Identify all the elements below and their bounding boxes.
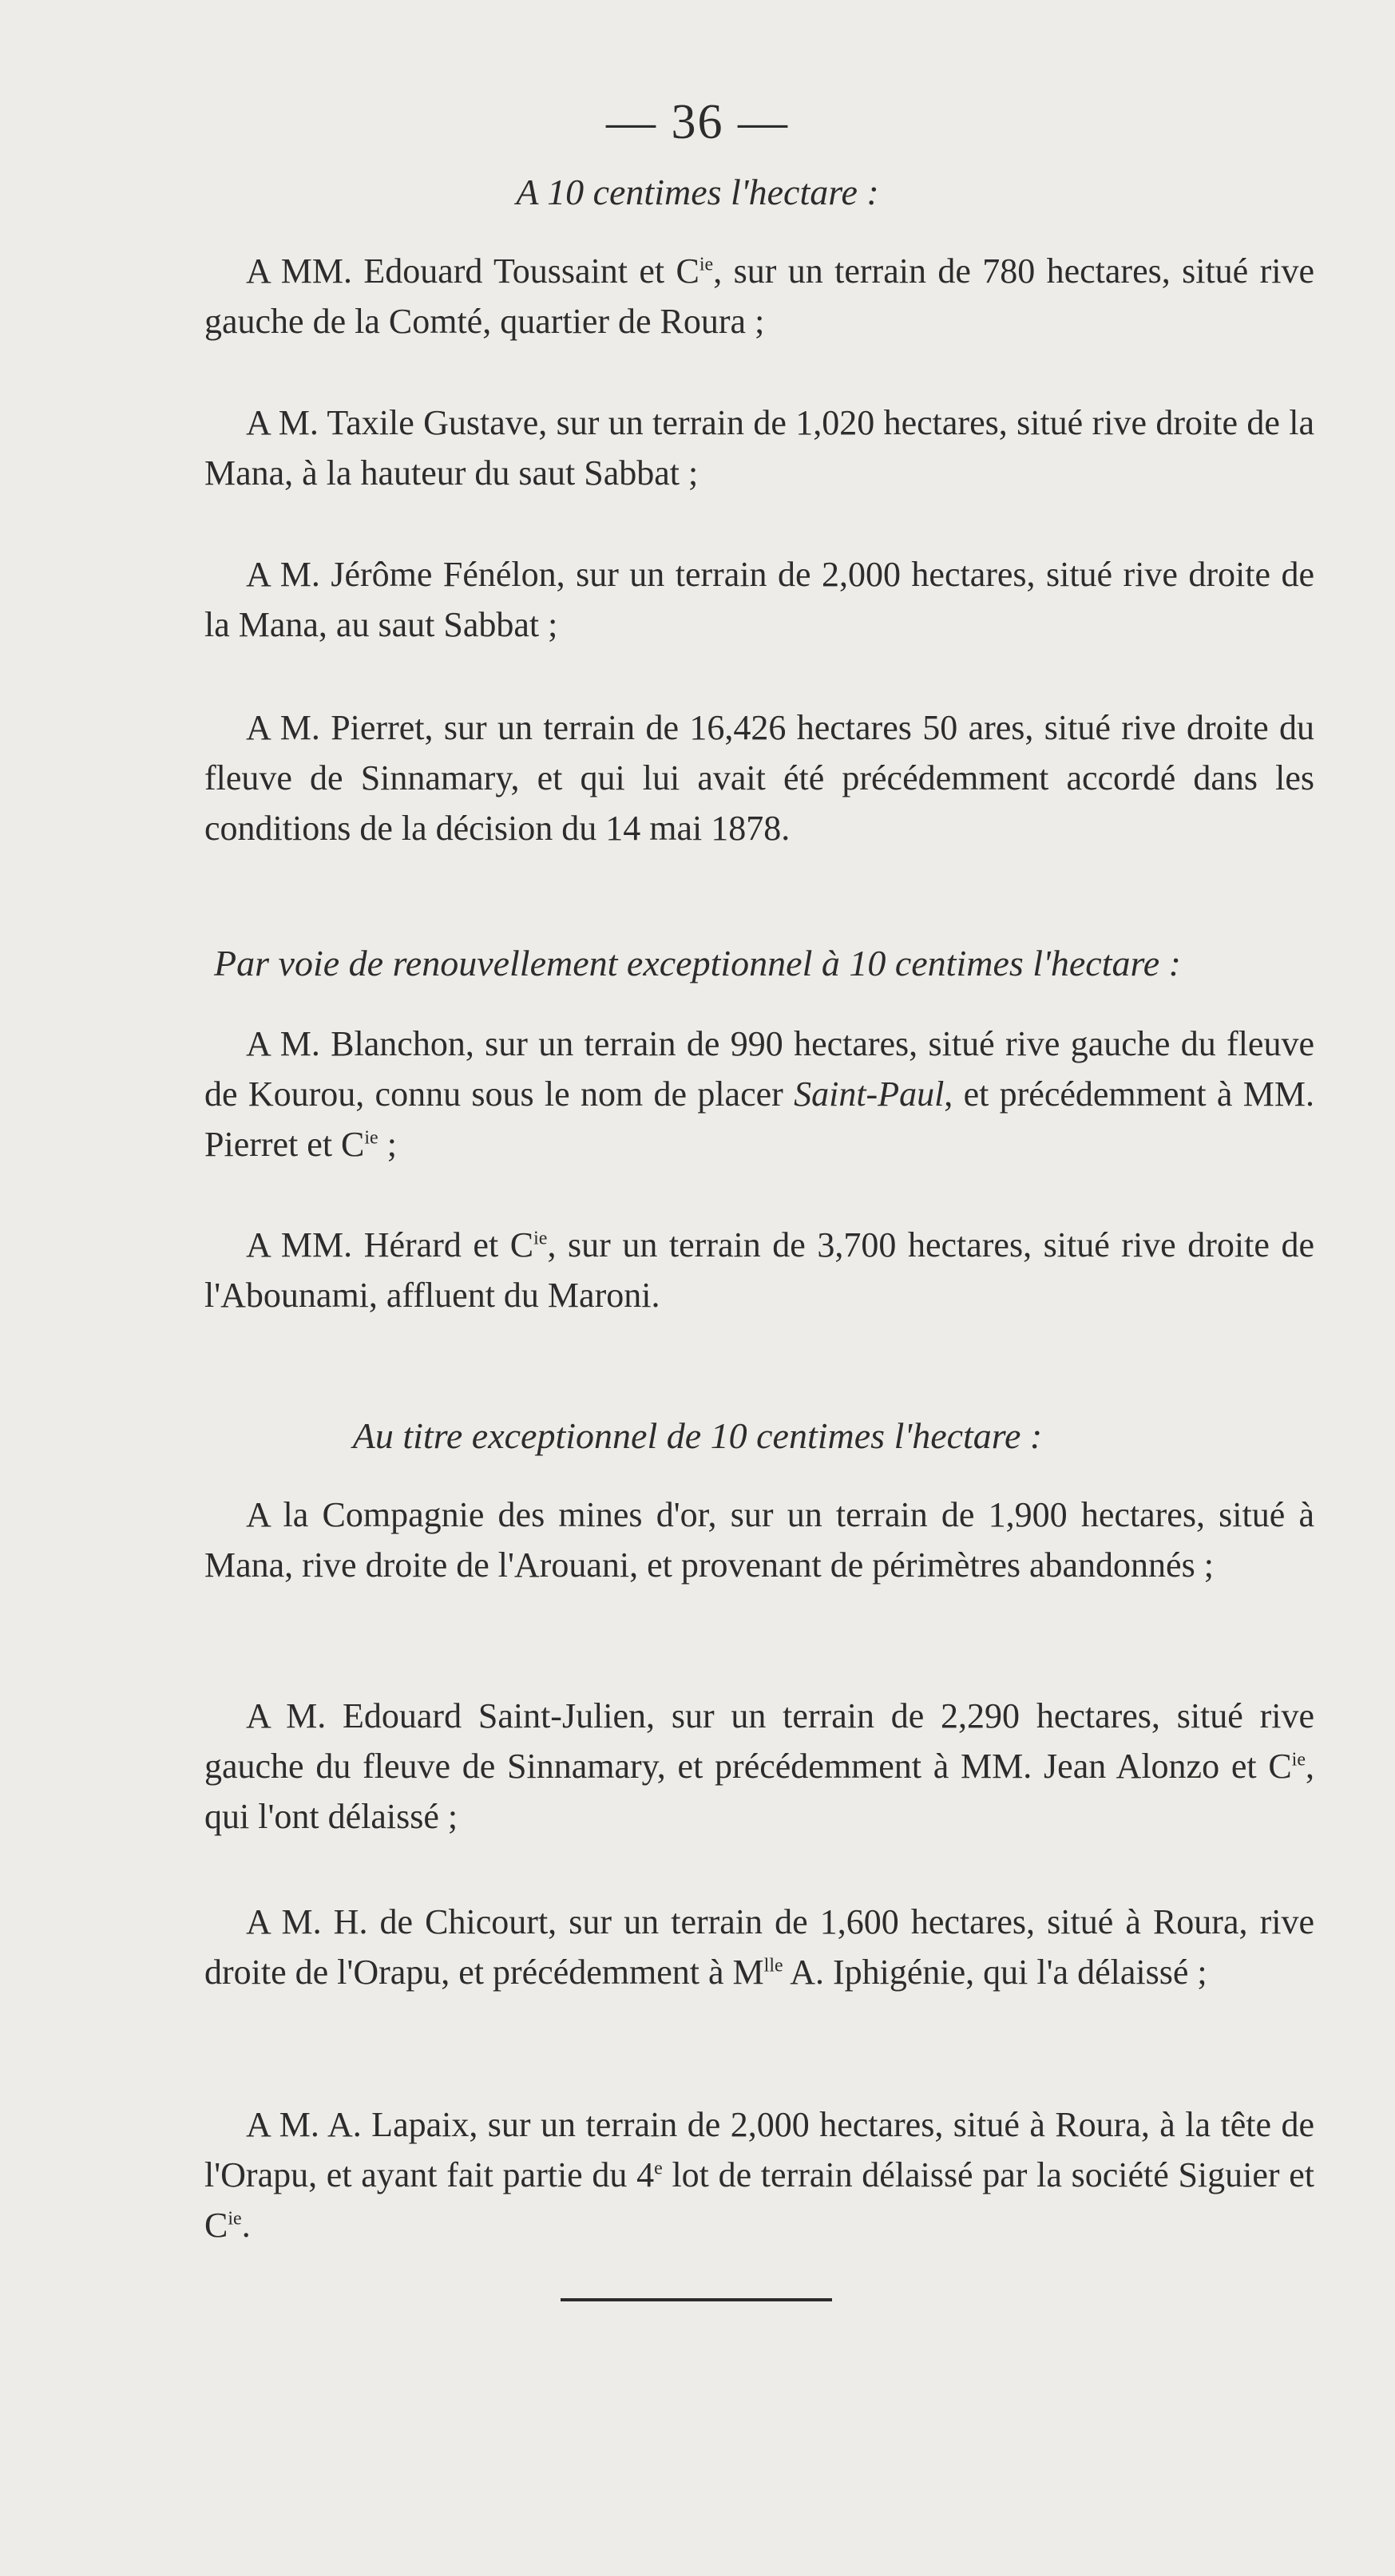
paragraph — [204, 398, 1314, 498]
paragraph — [204, 1490, 1314, 1590]
paragraph — [204, 702, 1314, 853]
text: . — [241, 2206, 251, 2245]
paragraph — [204, 1897, 1314, 1997]
text: A M. Jérôme Fénélon, sur un terrain de 2,000 hectares, situé rive droite de la Mana, au saut Sabbat ; — [204, 555, 1314, 644]
text: , sur un terrain de 3,700 hectares, situé rive droite de l'Abounami, affluent du Maroni. — [204, 1225, 1314, 1315]
paragraph — [204, 549, 1314, 650]
superscript: ie — [533, 1228, 548, 1249]
text: A MM. Edouard Toussaint et C — [246, 251, 699, 291]
superscript: ie — [228, 2208, 242, 2230]
text: A la Compagnie des mines d'or, sur un terrain de 1,900 hectares, situé à Mana, rive droite de l'Arouani, et provenant de périmètres abandonnés ; — [204, 1495, 1314, 1585]
text: A M. Taxile Gustave, sur un terrain de 1,020 hectares, situé rive droite de la Mana, à la hauteur du saut Sabbat ; — [204, 403, 1314, 493]
text: A MM. Hérard et C — [246, 1225, 534, 1264]
page-number: — 36 — — [606, 95, 789, 149]
superscript: ie — [1291, 1749, 1306, 1771]
text: A M. Blanchon, sur un terrain de 990 hectares, situé rive gauche du fleuve de Kourou, connu sous le nom de placer — [204, 1024, 1314, 1114]
paragraph — [204, 246, 1314, 346]
superscript: e — [654, 2158, 663, 2179]
text: , et précédemment à MM. Pierret et C — [204, 1074, 1314, 1164]
text: A M. Pierret, sur un terrain de 16,426 hectares 50 ares, situé rive droite du fleuve de Sinnamary, et qui lui avait été précédemment accordé dans les conditions de la décision du 14 mai 1878. — [204, 708, 1314, 848]
superscript: ie — [699, 254, 714, 275]
text: , sur un terrain de 780 hectares, situé rive gauche de la Comté, quartier de Roura ; — [204, 251, 1314, 341]
text: , qui l'ont délaissé ; — [204, 1747, 1314, 1836]
text: A M. Edouard Saint-Julien, sur un terrain de 2,290 hectares, situé rive gauche du fleuve de Sinnamary, et précédemment à MM. Jean Alonzo et C — [204, 1696, 1314, 1786]
end-rule — [561, 2298, 832, 2301]
paragraph — [204, 2099, 1314, 2250]
superscript: lle — [763, 1955, 783, 1977]
superscript: ie — [364, 1127, 378, 1149]
paragraph — [204, 1220, 1314, 1320]
section-heading: Par voie de renouvellement exceptionnel à 10 centimes l'hectare : — [214, 943, 1181, 983]
text: A M. A. Lapaix, sur un terrain de 2,000 hectares, situé à Roura, à la tête de l'Orapu, et ayant fait partie du 4 — [204, 2105, 1314, 2194]
section-heading: A 10 centimes l'hectare : — [516, 172, 879, 212]
text: lot de terrain délaissé par la société Siguier et C — [204, 2155, 1315, 2245]
text: ; — [378, 1125, 397, 1164]
section-heading: Au titre exceptionnel de 10 centimes l'hectare : — [352, 1415, 1043, 1456]
paragraph — [204, 1019, 1314, 1169]
text: A. Iphigénie, qui l'a délaissé ; — [783, 1953, 1207, 1992]
text: A M. H. de Chicourt, sur un terrain de 1,600 hectares, situé à Roura, rive droite de l'Orapu, et précédemment à M — [204, 1902, 1314, 1992]
paragraph — [204, 1691, 1314, 1842]
place-name: Saint-Paul — [794, 1074, 945, 1114]
